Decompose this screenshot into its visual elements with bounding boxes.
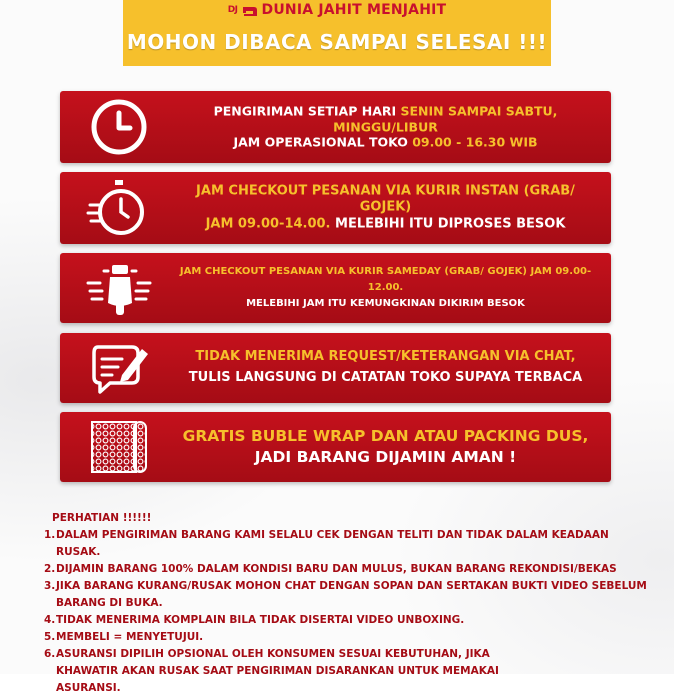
list-item-number: 1. xyxy=(44,529,56,541)
card-text xyxy=(170,104,601,151)
card-text-highlight: TIDAK MENERIMA REQUEST/KETERANGAN VIA CHAT, xyxy=(195,349,576,365)
list-item xyxy=(44,612,654,629)
clock-icon xyxy=(88,96,150,158)
info-card-bubble-wrap xyxy=(60,412,611,482)
card-text xyxy=(170,426,601,468)
notes-title: PERHATIAN !!!!!! xyxy=(52,512,152,524)
list-item-text: ASURANSI DIPILIH OPSIONAL OLEH KONSUMEN SESUAI KEBUTUHAN, JIKA KHAWATIR AKAN RUSAK SAAT PENGIRIMAN DISARANKAN UNTUK MEMAKAI ASURANSI. xyxy=(56,648,499,694)
card-text-part: PENGIRIMAN SETIAP HARI xyxy=(213,103,401,119)
list-item-text: JIKA BARANG KURANG/RUSAK MOHON CHAT DENGAN SOPAN DAN SERTAKAN BUKTI VIDEO SEBELUM BARANG DI BUKA. xyxy=(56,580,647,609)
info-card-instant-courier xyxy=(60,172,611,244)
sewing-machine-icon xyxy=(242,4,258,16)
page-title: MOHON DIBACA SAMPAI SELESAI !!! xyxy=(126,30,548,54)
list-item xyxy=(44,578,654,612)
notes-section xyxy=(44,510,654,697)
card-text-part: TULIS LANGSUNG DI CATATAN TOKO SUPAYA TERBACA xyxy=(188,370,583,385)
card-text-highlight: GRATIS BUBLE WRAP DAN ATAU PACKING DUS, xyxy=(182,427,589,446)
card-text xyxy=(170,347,601,389)
header-banner xyxy=(123,0,551,66)
card-text-highlight: SENIN SAMPAI SABTU, xyxy=(400,103,558,119)
list-item-text: DALAM PENGIRIMAN BARANG KAMI SELALU CEK DENGAN TELITI DAN TIDAK DALAM KEADAAN RUSAK. xyxy=(56,529,609,558)
card-text xyxy=(170,184,601,233)
card-text xyxy=(170,264,601,312)
brand-name: DUNIA JAHIT MENJAHIT xyxy=(261,2,447,18)
chat-edit-icon xyxy=(88,337,150,399)
stopwatch-icon xyxy=(88,177,150,239)
card-text-part: MELEBIHI JAM ITU KEMUNGKINAN DIKIRIM BESOK xyxy=(246,298,525,309)
list-item-number: 6. xyxy=(44,648,56,660)
list-item xyxy=(44,629,654,646)
card-text-highlight: JAM 09.00-14.00. xyxy=(205,216,331,232)
list-item-text: TIDAK MENERIMA KOMPLAIN BILA TIDAK DISERTAI VIDEO UNBOXING. xyxy=(56,614,465,626)
card-text-part: JAM OPERASIONAL TOKO xyxy=(233,134,413,150)
brand-logo-mark: DJ xyxy=(227,5,238,15)
card-text-part: MELEBIHI ITU DIPROSES BESOK xyxy=(330,216,566,232)
list-item-text: DIJAMIN BARANG 100% DALAM KONDISI BARU DAN MULUS, BUKAN BARANG REKONDISI/BEKAS xyxy=(56,563,617,575)
brand-line xyxy=(123,0,551,20)
notes-list xyxy=(44,527,654,697)
card-text-highlight: MINGGU/LIBUR xyxy=(333,119,438,135)
card-text-highlight: JAM CHECKOUT PESANAN VIA KURIR SAMEDAY (GRAB/ GOJEK) JAM 09.00-12.00. xyxy=(179,266,592,293)
list-item-number: 2. xyxy=(44,563,56,575)
list-item xyxy=(44,561,654,578)
info-card-shipping-days xyxy=(60,91,611,163)
card-text-highlight: JAM CHECKOUT PESANAN VIA KURIR INSTAN (GRAB/ GOJEK) xyxy=(196,183,575,215)
list-item-number: 3. xyxy=(44,580,56,592)
list-item-number: 4. xyxy=(44,614,56,626)
scooter-icon xyxy=(88,257,150,319)
card-text-part: JADI BARANG DIJAMIN AMAN ! xyxy=(254,448,517,466)
card-text-highlight: 09.00 - 16.30 WIB xyxy=(412,134,538,150)
list-item-text: MEMBELI = MENYETUJUI. xyxy=(56,631,204,643)
list-item xyxy=(44,527,654,561)
info-card-no-chat-request xyxy=(60,333,611,403)
bubble-wrap-icon xyxy=(88,416,150,478)
info-card-sameday-courier xyxy=(60,253,611,323)
list-item-number: 5. xyxy=(44,631,56,643)
list-item xyxy=(44,646,544,697)
